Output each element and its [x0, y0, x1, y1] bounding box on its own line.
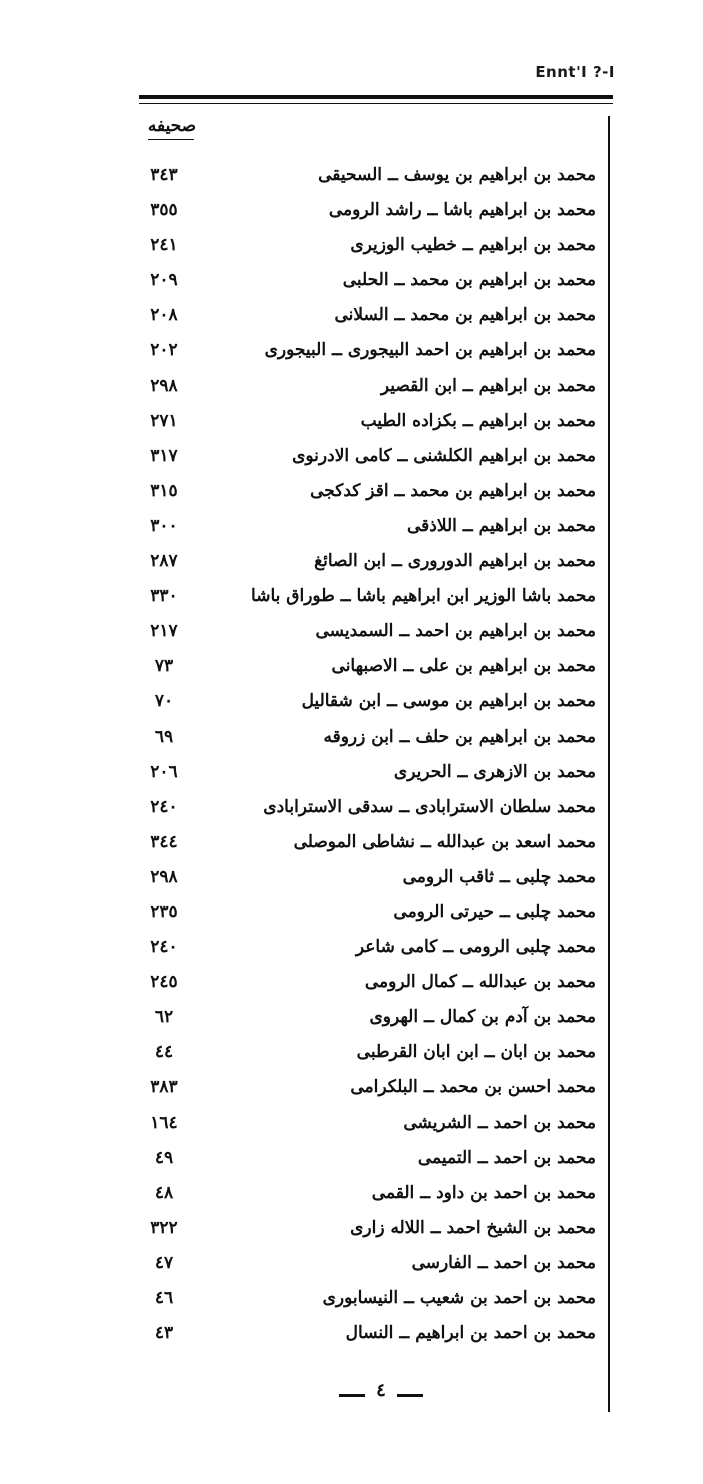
- entry-page-number: ٤٤: [154, 1042, 174, 1063]
- index-entry: [130, 895, 596, 930]
- entry-name: محمد بن احمد ــ الشريشى: [403, 1112, 596, 1133]
- index-entry: [130, 1106, 596, 1141]
- index-entry: [130, 369, 596, 404]
- header-rule-thick: [139, 95, 613, 99]
- index-entry: [130, 333, 596, 368]
- entry-name: محمد چلبى الرومى ــ كامى شاعر: [355, 937, 596, 958]
- index-entry: [130, 790, 596, 825]
- entry-name: محمد بن ابراهيم بن يوسف ــ السحيقى: [318, 165, 596, 185]
- index-entry: [130, 1070, 596, 1105]
- entry-page-number: ٣٠٠: [150, 515, 178, 536]
- entry-page-number: ٣٢٢: [150, 1217, 178, 1238]
- entry-page-number: ٦٩: [154, 726, 174, 747]
- index-entry: [130, 298, 596, 333]
- index-entry: [130, 930, 596, 965]
- entry-page-number: ٢٣٥: [150, 901, 178, 922]
- index-entry: [130, 720, 596, 755]
- entry-page-number: ٢٤٥: [150, 972, 178, 993]
- index-entry: [130, 579, 596, 614]
- entry-name: محمد بن ابراهيم الدورورى ــ ابن الصائغ: [314, 551, 596, 572]
- entry-name: محمد بن احمد ــ الفارسى: [411, 1252, 596, 1273]
- entry-name: محمد بن احمد بن ابراهيم ــ النسال: [345, 1323, 596, 1344]
- entry-page-number: ٢٠٨: [150, 305, 178, 326]
- entry-page-number: ٢٨٧: [150, 551, 178, 572]
- entry-name: محمد بن الشيخ احمد ــ اللاله زارى: [350, 1217, 596, 1238]
- entry-page-number: ٧٣: [154, 656, 174, 677]
- index-entry: [130, 755, 596, 790]
- entry-page-number: ٣٥٥: [150, 200, 178, 221]
- index-entry: [130, 825, 596, 860]
- page-code: Ennt'I ?-I: [535, 63, 615, 81]
- entry-name: محمد بن آدم بن كمال ــ الهروى: [369, 1007, 596, 1028]
- index-entry: [130, 474, 596, 509]
- index-entry: [130, 193, 596, 228]
- entry-page-number: ٤٣: [154, 1323, 174, 1344]
- index-entry: [130, 649, 596, 684]
- entry-page-number: ٢٧١: [150, 410, 178, 431]
- entry-name: محمد بن ابراهيم ــ اللاذقى: [406, 515, 596, 536]
- entry-name: محمد بن ابراهيم بن احمد البيجورى ــ البيجورى: [264, 340, 596, 361]
- index-entry: [130, 1211, 596, 1246]
- entry-page-number: ٢٤١: [150, 235, 178, 256]
- header-rule-thin: [139, 103, 613, 104]
- entry-page-number: ٣٤٤: [150, 831, 178, 852]
- entry-name: محمد بن ابراهيم باشا ــ راشد الرومى: [328, 200, 596, 221]
- entry-page-number: ٢٠٦: [150, 761, 178, 782]
- entry-name: محمد بن ابراهيم ــ بكزاده الطيب: [360, 410, 596, 431]
- index-entry: [130, 965, 596, 1000]
- index-entry: [130, 228, 596, 263]
- entry-name: محمد بن ابراهيم بن حلف ــ ابن زروقه: [323, 726, 596, 747]
- index-entry: [130, 1141, 596, 1176]
- entry-page-number: ٤٦: [154, 1288, 174, 1308]
- footer-dash-left: [339, 1394, 365, 1397]
- entry-page-number: ١٦٤: [150, 1112, 178, 1133]
- index-entry: [130, 1246, 596, 1281]
- index-entry: [130, 158, 596, 193]
- index-entry: [130, 404, 596, 439]
- entry-page-number: ٧٠: [154, 691, 174, 712]
- entry-page-number: ٣١٧: [150, 445, 178, 466]
- entry-name: محمد بن ابراهيم بن محمد ــ اقز كدكجى: [310, 480, 596, 501]
- index-entry: [130, 263, 596, 298]
- entry-name: محمد بن الازهرى ــ الحريرى: [393, 761, 596, 782]
- entry-name: محمد بن ابراهيم بن موسى ــ ابن شقاليل: [301, 691, 596, 712]
- entry-page-number: ٢٩٨: [150, 375, 178, 396]
- entry-page-number: ٢٤٠: [150, 796, 178, 817]
- entry-name: محمد بن احمد بن شعيب ــ النيسابورى: [322, 1288, 596, 1308]
- entry-page-number: ٢٤٠: [150, 937, 178, 958]
- entry-name: محمد بن ابان ــ ابن ابان القرطبى: [356, 1042, 596, 1063]
- entry-name: محمد بن عبدالله ــ كمال الرومى: [364, 972, 596, 993]
- entry-page-number: ٦٢: [154, 1007, 174, 1028]
- footer-dash-right: [397, 1394, 423, 1397]
- entry-name: محمد بن ابراهيم ــ ابن القصير: [380, 375, 596, 396]
- entry-page-number: ٤٨: [154, 1182, 174, 1203]
- index-entry: [130, 1281, 596, 1316]
- index-entry: [130, 1316, 596, 1351]
- entry-name: محمد بن ابراهيم الكلشنى ــ كامى الادرنوى: [292, 445, 596, 466]
- index-entry: [130, 860, 596, 895]
- entry-page-number: ٢٠٩: [150, 270, 178, 291]
- entry-name: محمد احسن بن محمد ــ البلكرامى: [350, 1077, 596, 1098]
- entry-page-number: ٤٩: [154, 1147, 174, 1168]
- footer-page-number: ٤: [376, 1380, 386, 1401]
- entry-page-number: ٣٨٣: [150, 1077, 178, 1098]
- index-entries: [130, 158, 596, 1351]
- index-entry: [130, 684, 596, 719]
- page-column-header: صحيفه: [147, 116, 197, 136]
- entry-name: محمد بن ابراهيم ــ خطيب الوزيرى: [350, 235, 596, 256]
- page-column-header-underline: [148, 139, 194, 140]
- entry-name: محمد بن ابراهيم بن محمد ــ الحلبى: [342, 270, 596, 291]
- entry-page-number: ٤٧: [154, 1252, 174, 1273]
- entry-name: محمد بن احمد ــ التميمى: [417, 1147, 596, 1168]
- entry-name: محمد بن ابراهيم بن محمد ــ السلانى: [334, 305, 596, 326]
- entry-name: محمد بن ابراهيم بن على ــ الاصبهانى: [331, 656, 596, 677]
- entry-page-number: ٣١٥: [150, 480, 178, 501]
- index-entry: [130, 439, 596, 474]
- column-divider: [608, 116, 610, 1412]
- entry-page-number: ٣٤٣: [150, 165, 178, 185]
- entry-name: محمد اسعد بن عبدالله ــ نشاطى الموصلى: [293, 831, 596, 852]
- entry-page-number: ٢٠٢: [150, 340, 178, 361]
- entry-name: محمد باشا الوزير ابن ابراهيم باشا ــ طوراق باشا: [251, 586, 596, 607]
- entry-name: محمد بن ابراهيم بن احمد ــ السمديسى: [315, 621, 596, 642]
- index-entry: [130, 1035, 596, 1070]
- entry-page-number: ٣٣٠: [150, 586, 178, 607]
- entry-page-number: ٢٩٨: [150, 866, 178, 887]
- index-entry: [130, 544, 596, 579]
- index-entry: [130, 1176, 596, 1211]
- entry-name: محمد سلطان الاسترابادى ــ سدقى الاسترابادى: [263, 796, 596, 817]
- index-entry: [130, 509, 596, 544]
- entry-name: محمد چلبى ــ ثاقب الرومى: [402, 866, 596, 887]
- index-entry: [130, 614, 596, 649]
- entry-name: محمد بن احمد بن داود ــ القمى: [371, 1182, 596, 1203]
- index-entry: [130, 1000, 596, 1035]
- entry-name: محمد چلبى ــ حيرتى الرومى: [393, 901, 596, 922]
- entry-page-number: ٢١٧: [150, 621, 178, 642]
